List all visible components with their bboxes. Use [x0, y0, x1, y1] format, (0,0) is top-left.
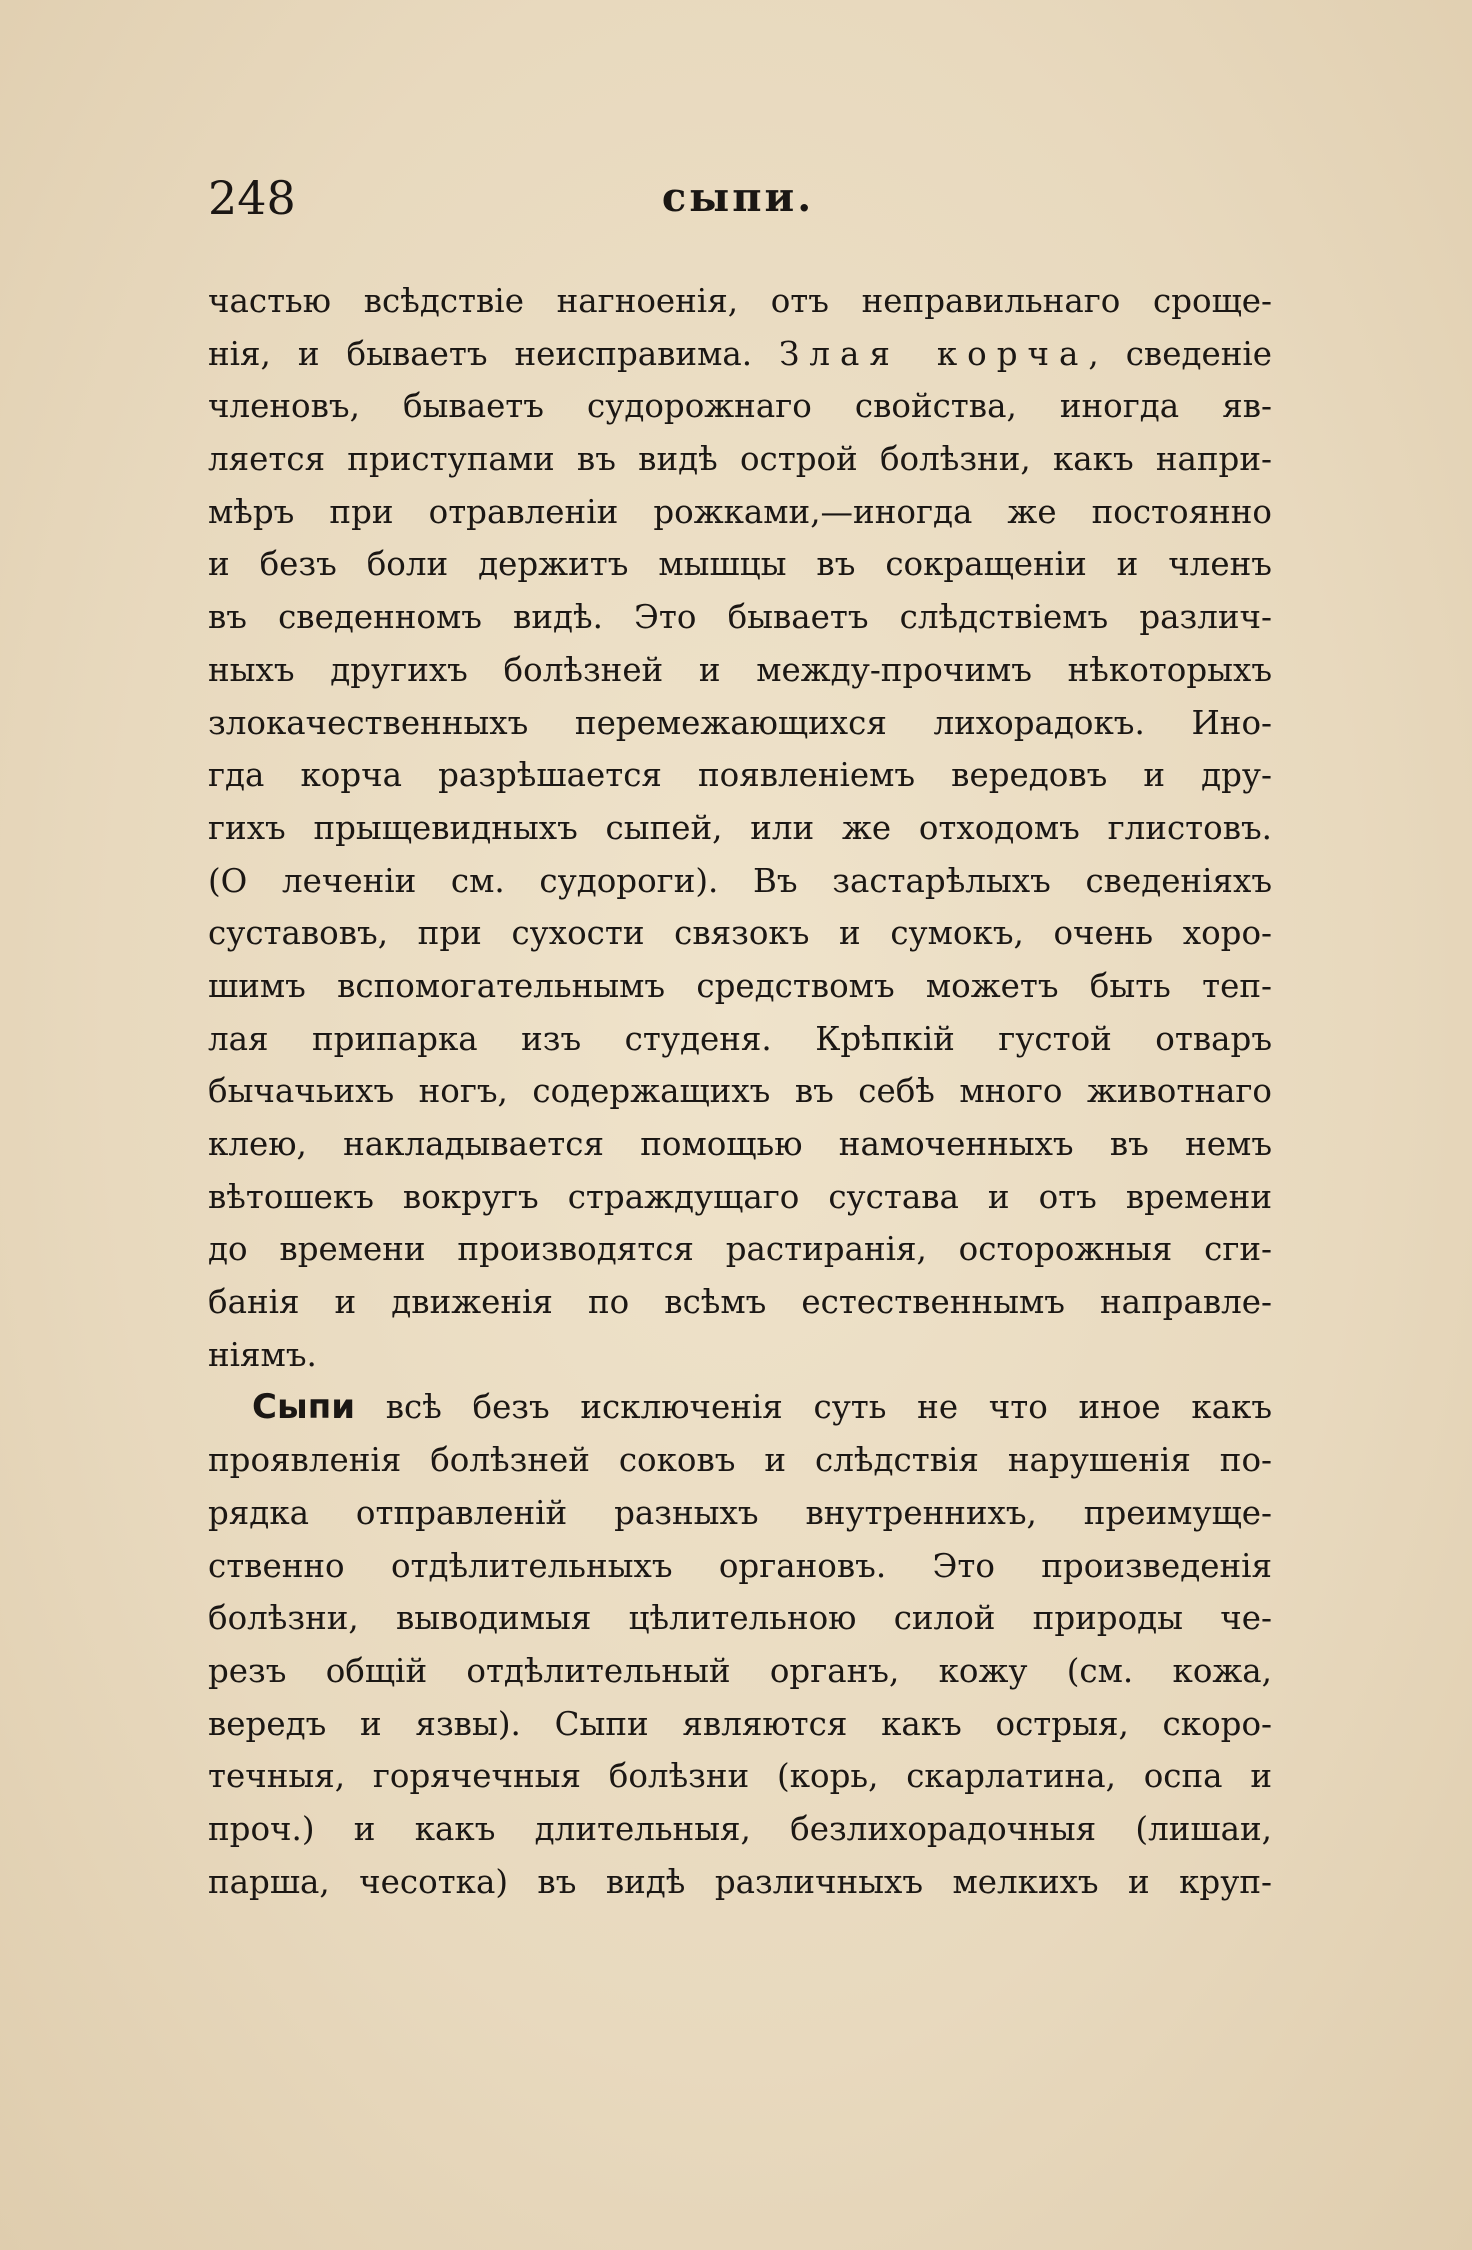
text-segment: , сведеніе — [1088, 334, 1272, 373]
text-line: клею, накладывается помощью намоченныхъ въ немъ — [208, 1125, 1272, 1163]
body-text — [208, 275, 1272, 1908]
entry-headword-sypi: Сыпи — [252, 1387, 356, 1428]
text-line: резъ общій отдѣлительный органъ, кожу (см. кожа, — [208, 1651, 1272, 1690]
text-line: вередъ и язвы). Сыпи являются какъ острыя, скоро- — [208, 1704, 1272, 1743]
text-line: злокачественныхъ перемежающихся лихорадокъ. Ино- — [208, 703, 1272, 742]
text-line: течныя, горячечныя болѣзни (корь, скарлатина, оспа и — [208, 1757, 1272, 1796]
text-line: парша, чесотка) въ видѣ различныхъ мелкихъ и круп- — [208, 1862, 1272, 1901]
text-line: проявленія болѣзней соковъ и слѣдствія нарушенія по- — [208, 1441, 1272, 1480]
text-line: бычачьихъ ногъ, содержащихъ въ себѣ много животнаго — [208, 1072, 1272, 1111]
text-line: проч.) и какъ длительныя, безлихорадочныя (лишаи, — [208, 1809, 1272, 1848]
running-title: сыпи. — [661, 174, 815, 221]
text-line — [208, 1381, 1272, 1434]
text-line: мѣръ при отравленіи рожками,—иногда же постоянно — [208, 492, 1272, 531]
text-line: банія и движенія по всѣмъ естественнымъ направле- — [208, 1283, 1272, 1322]
text-line: членовъ, бываетъ судорожнаго свойства, иногда яв- — [208, 387, 1272, 426]
text-line: ляется приступами въ видѣ острой болѣзни, какъ напри- — [208, 440, 1272, 479]
text-line: гда корча разрѣшается появленіемъ вередовъ и дру- — [208, 756, 1272, 795]
term-zlaya-korcha: Злая корча — [779, 334, 1089, 373]
text-line: гихъ прыщевидныхъ сыпей, или же отходомъ глистовъ. — [208, 808, 1272, 847]
text-line: шимъ вспомогательнымъ средствомъ можетъ быть теп- — [208, 966, 1272, 1005]
text-line: (О леченіи см. судороги). Въ застарѣлыхъ сведеніяхъ — [208, 861, 1272, 900]
text-line: вѣтошекъ вокругъ страждущаго сустава и отъ времени — [208, 1177, 1272, 1216]
page-header — [208, 168, 1268, 228]
text-line: суставовъ, при сухости связокъ и сумокъ, очень хоро- — [208, 914, 1272, 953]
page-number: 248 — [208, 171, 296, 225]
text-line: лая припарка изъ студеня. Крѣпкій густой отваръ — [208, 1019, 1272, 1058]
text-line: до времени производятся растиранія, осторожныя сги- — [208, 1230, 1272, 1269]
text-line: рядка отправленій разныхъ внутреннихъ, преимуще- — [208, 1493, 1272, 1532]
text-line: частью всѣдствіе нагноенія, отъ неправильнаго сроще- — [208, 282, 1272, 320]
text-line: въ сведенномъ видѣ. Это бываетъ слѣдствіемъ различ- — [208, 598, 1272, 637]
text-line: и безъ боли держитъ мышцы въ сокращеніи и членъ — [208, 545, 1272, 584]
text-segment: нія, и бываетъ неисправима. — [208, 334, 753, 373]
text-line: ственно отдѣлительныхъ органовъ. Это произведенія — [208, 1546, 1272, 1585]
text-line: ныхъ другихъ болѣзней и между-прочимъ нѣкоторыхъ — [208, 650, 1272, 689]
text-segment: всѣ безъ исключенія суть не что иное какъ — [355, 1388, 1272, 1427]
text-line: ніямъ. — [208, 1335, 317, 1374]
text-line: болѣзни, выводимыя цѣлительною силой природы че- — [208, 1599, 1272, 1638]
text-line — [208, 328, 1272, 381]
